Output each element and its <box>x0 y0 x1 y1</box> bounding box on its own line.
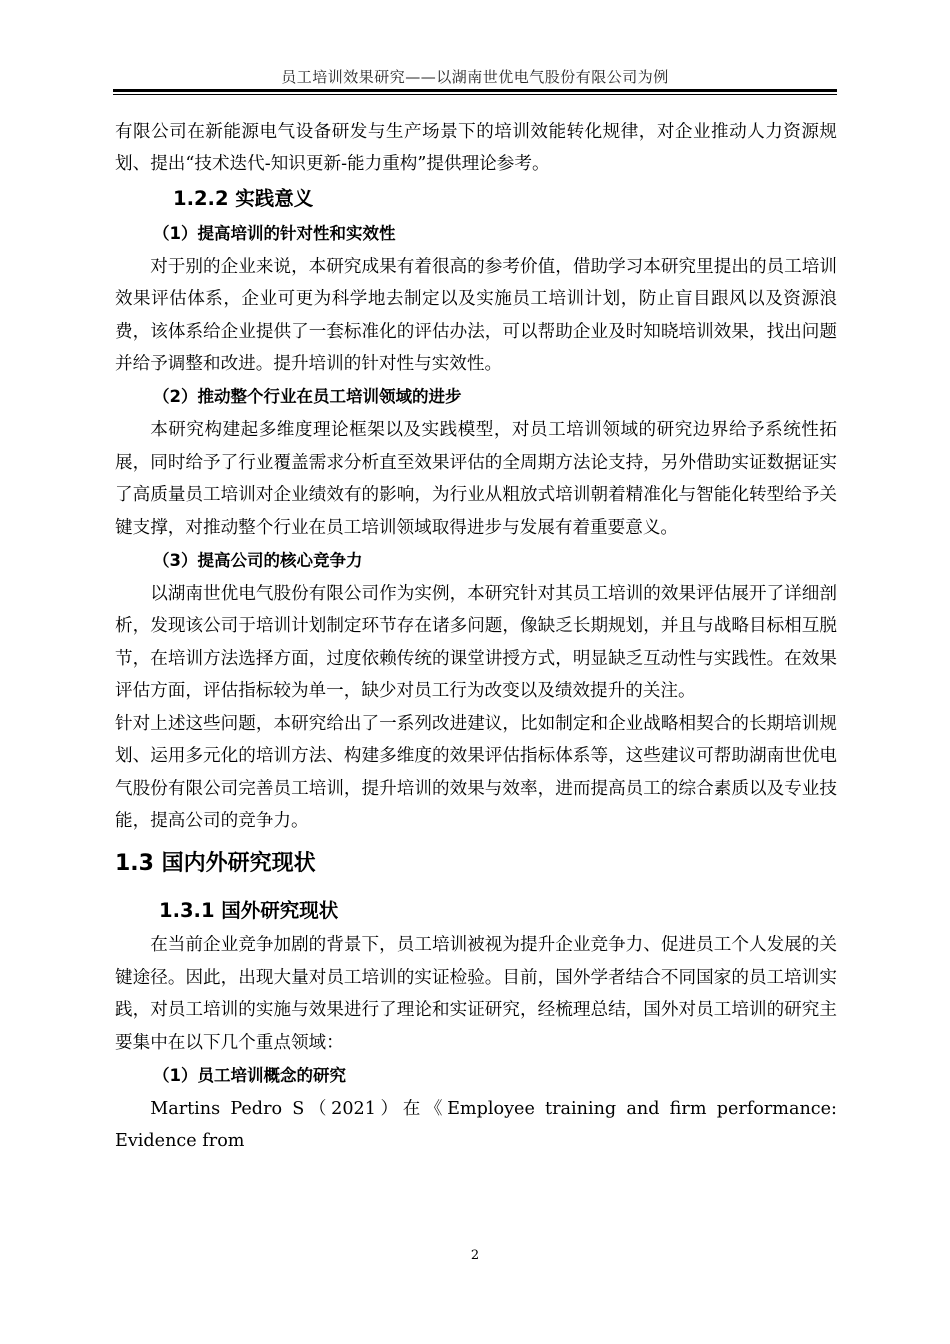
paragraph-5: 在当前企业竞争加剧的背景下，员工培训被视为提升企业竞争力、促进员工个人发展的关键途径。因此，出现大量对员工培训的实证检验。目前，国外学者结合不同国家的员工培训实践，对员工培训的实施与效果进行了理论和实证研究，经梳理总结，国外对员工培训的研究主要集中在以下几个重点领域： <box>115 935 837 1053</box>
paragraph-continuation: 有限公司在新能源电气设备研发与生产场景下的培训效能转化规律，对企业推动人力资源规划、提出“技术迭代-知识更新-能力重构”提供理论参考。 <box>115 122 837 175</box>
paragraph-1: 对于别的企业来说，本研究成果有着很高的参考价值，借助学习本研究里提出的员工培训效果评估体系，企业可更为科学地去制定以及实施员工培训计划，防止盲目跟风以及资源浪费，该体系给企业提供了一套标准化的评估办法，可以帮助企业及时知晓培训效果，找出问题并给予调整和改进。提升培训的针对性与实效性。 <box>115 256 837 375</box>
paragraph-3: 以湖南世优电气股份有限公司作为实例，本研究针对其员工培训的效果评估展开了详细剖析，发现该公司于培训计划制定环节存在诸多问题，像缺乏长期规划，并且与战略目标相互脱节，在培训方法选择方面，过度依赖传统的课堂讲授方式，明显缺乏互动性与实践性。在效果评估方面，评估指标较为单一，缺少对员工行为改变以及绩效提升的关注。 <box>115 584 837 702</box>
heading-1-3: 1.3 国内外研究现状 <box>115 851 316 877</box>
page-number: 2 <box>470 1248 480 1263</box>
heading-1-3-1: 1.3.1 国外研究现状 <box>159 899 339 923</box>
paragraph-4: 针对上述这些问题，本研究给出了一系列改进建议，比如制定和企业战略相契合的长期培训规划、运用多元化的培训方法、构建多维度的效果评估指标体系等，这些建议可帮助湖南世优电气股份有限公司完善员工培训，提升培训的效果与效率，进而提高员工的综合素质以及专业技能，提高公司的竞争力。 <box>115 713 837 831</box>
page-header-title: 员工培训效果研究——以湖南世优电气股份有限公司为例 <box>281 68 669 86</box>
heading-item-2: （2）推动整个行业在员工培训领域的进步 <box>153 387 462 407</box>
paragraph-2: 本研究构建起多维度理论框架以及实践模型，对员工培训领域的研究边界给予系统性拓展，同时给予了行业覆盖需求分析直至效果评估的全周期方法论支持，另外借助实证数据证实了高质量员工培训对企业绩效有的影响，为行业从粗放式培训朝着精准化与智能化转型给予关键支撑，对推动整个行业在员工培训领域取得进步与发展有着重要意义。 <box>115 420 837 538</box>
heading-item-4: （1）员工培训概念的研究 <box>153 1065 346 1085</box>
paragraph-6: Martins Pedro S（2021）在《Employee training and firm performance: Evidence from <box>115 1098 837 1152</box>
document-body <box>115 116 837 1158</box>
header-rule-thick <box>113 89 837 92</box>
heading-item-1: （1）提高培训的针对性和实效性 <box>153 223 396 243</box>
header-rule-thin <box>113 94 837 95</box>
heading-item-3: （3）提高公司的核心竞争力 <box>153 551 363 571</box>
heading-1-2-2: 1.2.2 实践意义 <box>173 186 314 210</box>
